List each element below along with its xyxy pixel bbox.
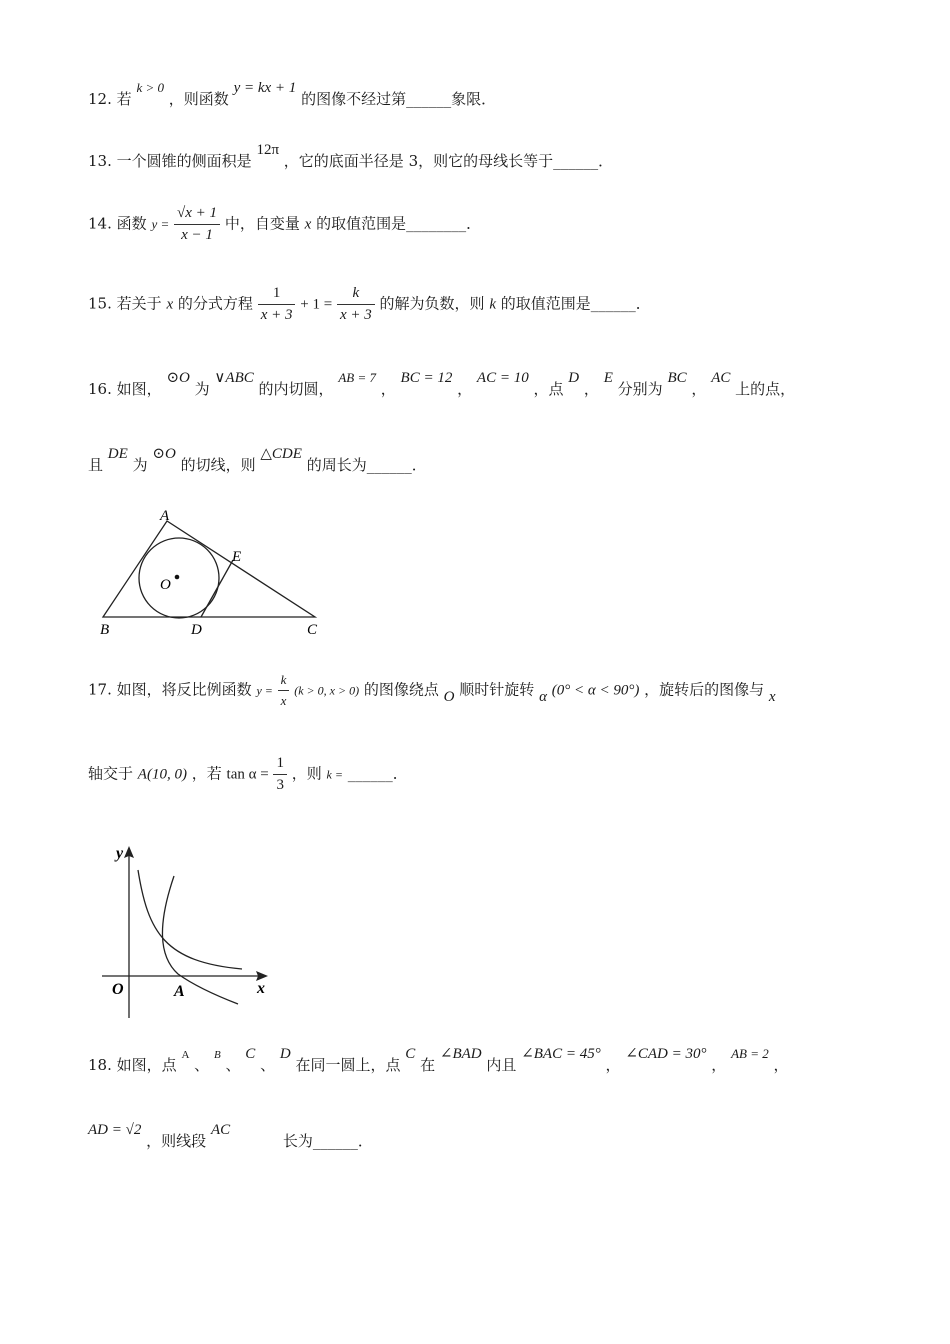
q18-ac: AC — [210, 1122, 231, 1138]
question-17-line-2 — [88, 755, 408, 794]
q14-denominator: x − 1 — [181, 227, 213, 243]
q18-point-c-2: C — [405, 1046, 416, 1062]
q12-condition: k > 0 — [136, 80, 164, 95]
q16-ac-2: AC — [711, 370, 731, 386]
q18-comma-3: ， — [773, 1056, 789, 1074]
q18-text-4: 内且 — [486, 1056, 517, 1074]
q13-area: 12π — [256, 142, 280, 158]
question-17-line-1 — [88, 672, 776, 709]
q17-figure — [100, 838, 280, 1020]
q17-text-3: 顺时针旋转 — [459, 680, 535, 699]
q15-text-1: 若关于 — [116, 294, 162, 313]
q16-l2-text-1: 且 — [88, 456, 104, 474]
question-12 — [88, 80, 497, 109]
q16-text-2: 为 — [194, 380, 210, 398]
q18-comma-2: ， — [711, 1056, 727, 1074]
q17-alpha: α — [539, 688, 547, 705]
q12-number: 12. — [88, 90, 112, 108]
q18-text-3: 在 — [420, 1056, 436, 1074]
q15-plus-one: + 1 = — [300, 296, 333, 313]
q16-text-6: 上的点， — [735, 380, 796, 398]
q15-fraction-2 — [337, 285, 375, 324]
q18-sep-3: 、 — [260, 1056, 276, 1074]
q18-point-d: D — [279, 1046, 291, 1062]
q13-number: 13. — [88, 152, 112, 170]
q17-k-equals: k = — [326, 767, 343, 782]
q17-condition: (k > 0, x > 0) — [294, 683, 360, 698]
q12-function: y = kx + 1 — [233, 80, 297, 96]
label-e: E — [232, 549, 242, 565]
q15-number: 15. — [88, 294, 112, 313]
q16-figure — [90, 500, 340, 645]
q16-circle: ⊙O — [166, 370, 190, 386]
q17-number: 17. — [88, 680, 112, 699]
q18-point-a: A — [181, 1049, 190, 1061]
q16-point-e: E — [603, 370, 613, 386]
label-y: y — [116, 845, 124, 862]
q17-tan-fraction — [273, 755, 287, 794]
q14-text-1: 函数 — [116, 214, 147, 233]
label-c: C — [307, 622, 318, 638]
q16-comma-2: ， — [457, 380, 473, 398]
q17-fraction-numerator: k — [278, 672, 290, 691]
q15-f1-numerator: 1 — [258, 285, 296, 305]
question-18-line-2 — [88, 1122, 373, 1151]
q18-number: 18. — [88, 1056, 112, 1074]
q16-circle-2: ⊙O — [152, 446, 176, 462]
q18-point-c: C — [245, 1046, 256, 1062]
q14-text-3: 的取值范围是________． — [316, 214, 482, 233]
question-16-line-1 — [88, 370, 796, 399]
q17-point-o: O — [443, 688, 455, 705]
q18-text-2: 在同一圆上，点 — [295, 1056, 401, 1074]
q18-l2-text-1: ，则线段 — [146, 1132, 207, 1150]
q17-tan-numerator: 1 — [273, 755, 287, 775]
q16-triangle: ∨ABC — [214, 370, 254, 386]
q13-text-2: ，它的底面半径是 3，则它的母线长等于______． — [283, 152, 614, 170]
q17-l2-text-2: ，若 — [191, 764, 222, 783]
tangent-de — [201, 560, 233, 617]
q16-comma-3: ， — [583, 380, 599, 398]
q16-bc-2: BC — [667, 370, 687, 386]
q13-text-1: 一个圆锥的侧面积是 — [116, 152, 252, 170]
q16-comma-4: ， — [691, 380, 707, 398]
q17-range: (0° < α < 90°) — [551, 682, 640, 699]
q18-angle-cad: ∠CAD = 30° — [625, 1046, 707, 1062]
question-15 — [88, 285, 651, 324]
q16-bc: BC = 12 — [400, 370, 453, 386]
q16-text-5: 分别为 — [617, 380, 663, 398]
label-o: O — [160, 577, 171, 593]
q18-sep-1: 、 — [194, 1056, 210, 1074]
q14-variable: x — [304, 216, 312, 233]
q15-text-4: 的取值范围是______． — [500, 294, 651, 313]
question-14 — [88, 205, 481, 244]
q17-point-a: A(10, 0) — [137, 766, 187, 783]
q17-x: x — [768, 688, 776, 705]
q15-text-2: 的分式方程 — [177, 294, 253, 313]
center-dot — [175, 575, 180, 580]
q15-variable: x — [166, 296, 174, 313]
q18-angle-bad: ∠BAD — [439, 1046, 482, 1062]
q17-text-1: 如图，将反比例函数 — [116, 680, 252, 699]
label-x: x — [257, 980, 265, 997]
label-d: D — [191, 622, 202, 638]
q18-point-b: B — [213, 1049, 221, 1061]
q17-fraction-denominator: x — [280, 693, 287, 708]
q16-l2-text-4: 的周长为______． — [306, 456, 427, 474]
q15-text-3: 的解为负数，则 — [379, 294, 485, 313]
q18-l2-text-2: 长为______． — [282, 1132, 373, 1150]
q16-ab: AB = 7 — [338, 370, 376, 385]
q17-tan: tan α = — [226, 766, 269, 783]
label-a: A — [160, 508, 170, 524]
q16-number: 16. — [88, 380, 112, 398]
q15-f1-denominator: x + 3 — [260, 307, 293, 323]
q16-l2-text-2: 为 — [132, 456, 148, 474]
q16-point-d: D — [568, 370, 580, 386]
q18-ab: AB = 2 — [731, 1046, 769, 1061]
q18-ad: AD = √2 — [88, 1122, 142, 1138]
q17-tan-denominator: 3 — [276, 777, 284, 793]
q17-y-equals: y = — [256, 683, 273, 698]
q17-l2-text-4: ______． — [347, 764, 408, 783]
label-b: B — [100, 622, 110, 638]
q12-text-1: 若 — [116, 90, 132, 108]
q18-text-1: 如图，点 — [116, 1056, 177, 1074]
q15-fraction-1 — [258, 285, 296, 324]
q15-f2-numerator: k — [337, 285, 375, 305]
question-18-line-1 — [88, 1046, 789, 1075]
q12-text-2: ，则函数 — [168, 90, 229, 108]
q15-f2-denominator: x + 3 — [339, 307, 372, 323]
q14-text-2: 中，自变量 — [224, 214, 300, 233]
label-origin: O — [112, 981, 124, 998]
q16-text-3: 的内切圆， — [258, 380, 334, 398]
q16-l2-text-3: 的切线，则 — [180, 456, 256, 474]
q16-de: DE — [107, 446, 128, 462]
q15-k: k — [489, 296, 496, 313]
q16-ac: AC = 10 — [476, 370, 529, 386]
q18-sep-2: 、 — [225, 1056, 241, 1074]
q14-y-equals: y = — [151, 216, 170, 232]
q14-numerator: √x + 1 — [174, 205, 220, 225]
hyperbola-original — [138, 870, 242, 969]
q17-l2-text-3: ，则 — [291, 764, 322, 783]
q14-number: 14. — [88, 214, 112, 233]
q17-text-2: 的图像绕点 — [363, 680, 439, 699]
q12-text-3: 的图像不经过第______象限． — [301, 90, 497, 108]
q16-text-4: ，点 — [533, 380, 564, 398]
q18-comma-1: ， — [605, 1056, 621, 1074]
q17-fraction — [278, 672, 290, 709]
q16-comma-1: ， — [380, 380, 396, 398]
question-13 — [88, 142, 614, 171]
label-a-point: A — [174, 983, 185, 1000]
q16-text-1: 如图， — [116, 380, 162, 398]
q18-angle-bac: ∠BAC = 45° — [521, 1046, 601, 1062]
q17-l2-text-1: 轴交于 — [88, 764, 134, 783]
q16-cde: △CDE — [260, 446, 302, 462]
q17-text-4: ，旋转后的图像与 — [644, 680, 765, 699]
question-16-line-2 — [88, 446, 427, 475]
q14-fraction — [174, 205, 220, 244]
